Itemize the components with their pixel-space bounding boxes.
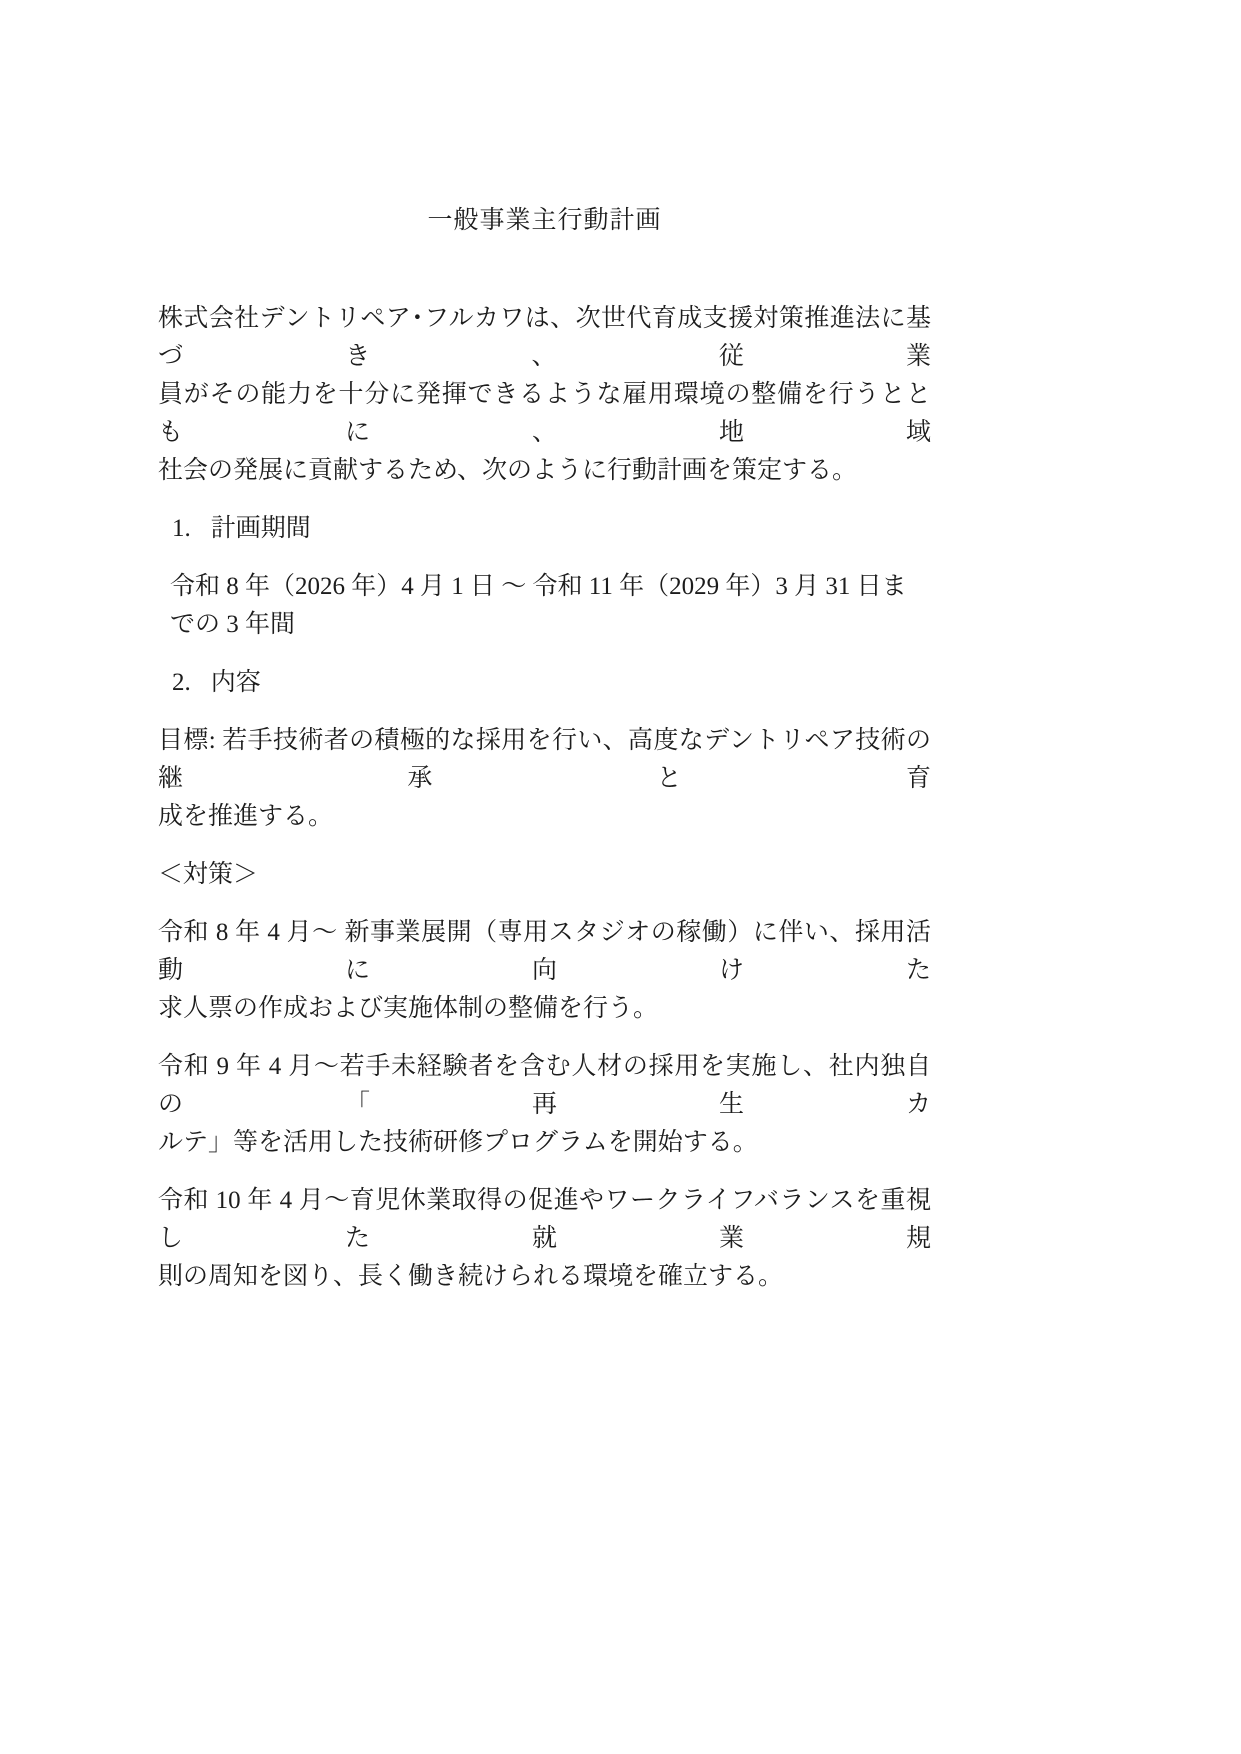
measure-3-paragraph <box>158 1182 931 1296</box>
section-2-heading <box>158 664 931 702</box>
text-line: 員がその能力を十分に発揮できるような雇用環境の整備を行うとともに、地域 <box>158 381 931 446</box>
measure-1-paragraph <box>158 914 931 1028</box>
goal-paragraph <box>158 722 931 836</box>
text-line: 成を推進する。 <box>158 803 334 830</box>
page-title: 一般事業主行動計画 <box>427 207 662 234</box>
text-line: 令和 8 年 4 月～ 新事業展開（専用スタジオの稼働）に伴い、採用活動に向けた <box>158 919 931 984</box>
text-line: 則の周知を図り、長く働き続けられる環境を確立する。 <box>158 1263 784 1290</box>
text-line: 社会の発展に貢献するため、次のように行動計画を策定する。 <box>158 457 858 484</box>
section-2-heading-label: 内容 <box>210 669 261 696</box>
text-line: 目標: 若手技術者の積極的な採用を行い、高度なデントリペア技術の継承と育 <box>158 727 931 792</box>
text-line: 令和 10 年 4 月～育児休業取得の促進やワークライフバランスを重視した就業規 <box>158 1187 931 1252</box>
section-1-number: 1. <box>172 515 191 542</box>
text-line: 株式会社デントリペア･フルカワは、次世代育成支援対策推進法に基づき、従業 <box>158 305 931 370</box>
intro-paragraph <box>158 300 931 490</box>
section-1-heading <box>158 510 931 548</box>
text-line: ルテ」等を活用した技術研修プログラムを開始する。 <box>158 1129 758 1156</box>
measure-2-paragraph <box>158 1048 931 1162</box>
plan-period-line: 令和 8 年（2026 年）4 月 1 日 ～ 令和 11 年（2029 年）3 月 31 日までの 3 年間 <box>170 573 907 638</box>
text-line: 令和 9 年 4 月～若手未経験者を含む人材の採用を実施し、社内独自の「再生カ <box>158 1053 931 1118</box>
section-1-heading-label: 計画期間 <box>210 515 311 542</box>
measures-heading: ＜対策＞ <box>158 861 259 888</box>
text-line: 求人票の作成および実施体制の整備を行う。 <box>158 995 659 1022</box>
section-2-number: 2. <box>172 669 191 696</box>
